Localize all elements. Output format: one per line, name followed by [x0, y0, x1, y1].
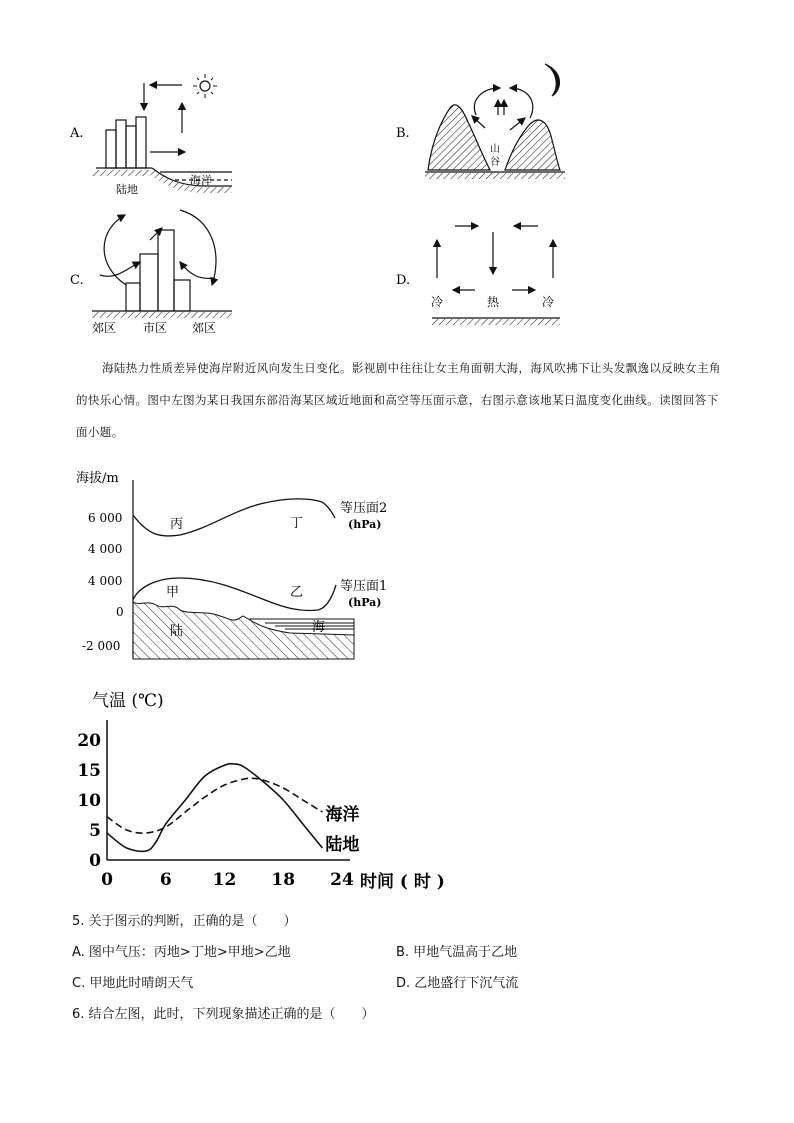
isobar-surface-2-label: 等压面2 — [340, 501, 388, 516]
temperature-chart — [77, 680, 460, 895]
chart-lines — [107, 764, 359, 855]
chart-x-tick-label: 6 — [159, 870, 172, 890]
diagram-b-valley-2: 谷 — [490, 157, 500, 168]
chart-y-tick-label: 10 — [77, 791, 101, 811]
chart-series-land — [107, 764, 322, 852]
isobar-tick-0: 0 — [116, 605, 124, 619]
chart-x-tick-label: 12 — [212, 870, 237, 890]
isobar-y-axis-label: 海拔/m — [76, 471, 119, 486]
chart-y-tick-label: 5 — [89, 821, 101, 841]
chart-x-tick-label: 18 — [271, 870, 296, 890]
option-d-letter: D. — [396, 273, 411, 288]
option-b-letter: B. — [396, 126, 410, 141]
diagram-c-suburb-right: 郊区 — [192, 321, 217, 335]
isobar-point-ding: 丁 — [290, 516, 304, 531]
isobar-tick-6000: 6 000 — [88, 511, 123, 525]
isobar-surface-1-label: 等压面1 — [340, 579, 388, 594]
intro-line-2: 飘逸以反映女主角的快乐心情。图中左图为某日我国东部沿海某区域近地面和高空等压面示意，右图示意 — [76, 361, 721, 407]
isobar-figure — [60, 460, 420, 670]
isobar-surface-2 — [133, 499, 335, 536]
q5-option-c[interactable]: C. 甲地此时晴朗天气 — [72, 976, 194, 991]
diagram-a — [92, 74, 232, 190]
diagram-c — [92, 210, 232, 315]
diagram-a-land: 陆地 — [116, 183, 138, 196]
q5-option-a[interactable]: A. 图中气压：丙地>丁地>甲地>乙地 — [72, 945, 291, 960]
chart-x-label: 时间 ( 时 ) — [360, 872, 445, 892]
chart-y-tick-label: 0 — [89, 851, 101, 871]
intro-line-3: 该地某日温度变化曲线。读图回答下面小题。 — [76, 393, 719, 439]
isobar-point-jia: 甲 — [166, 585, 180, 600]
chart-series-label: 陆地 — [325, 835, 360, 855]
chart-x-tick-label: 0 — [101, 870, 113, 890]
diagram-b-valley-1: 山 — [490, 144, 500, 155]
isobar-point-yi: 乙 — [290, 585, 304, 600]
diagram-c-city: 市区 — [143, 321, 168, 335]
intro-paragraph — [76, 352, 722, 448]
isobar-tick-4000-upper: 4 000 — [88, 542, 123, 556]
isobar-land-label: 陆 — [170, 624, 184, 639]
isobar-surface-1 — [133, 578, 336, 611]
question-5: 5. 关于图示的判断，正确的是（ ） — [72, 914, 297, 929]
q5-option-b[interactable]: B. 甲地气温高于乙地 — [396, 945, 518, 960]
chart-y-tick-label: 20 — [77, 731, 101, 751]
chart-x-tick-label: 24 — [330, 870, 354, 890]
diagram-a-sea: 海洋 — [190, 174, 212, 187]
chart-series-ocean — [107, 778, 322, 833]
diagram-d-hot: 热 — [487, 295, 500, 309]
isobar-sea-label: 海 — [312, 620, 326, 635]
isobar-tick-minus-2000: -2 000 — [82, 639, 121, 653]
isobar-surface-2-unit: (hPa) — [348, 518, 382, 531]
isobar-tick-4000-lower: 4 000 — [88, 574, 123, 588]
q5-option-d[interactable]: D. 乙地盛行下沉气流 — [396, 976, 519, 991]
diagram-d-cold-right: 冷 — [542, 295, 555, 309]
diagram-d-cold-left: 冷 — [431, 295, 444, 309]
isobar-point-bing: 丙 — [170, 517, 184, 532]
option-a-letter: A. — [70, 126, 84, 141]
chart-y-tick-label: 15 — [77, 761, 101, 781]
option-diagrams — [0, 55, 794, 345]
chart-y-label: 气温 (℃) — [92, 691, 164, 711]
intro-line-1: 海陆热力性质差异使海岸附近风向发生日变化。影视剧中往往让女主角面朝大海，海风吹拂下让头发 — [102, 361, 626, 375]
isobar-surface-1-unit: (hPa) — [348, 596, 382, 609]
diagram-c-suburb-left: 郊区 — [92, 321, 117, 335]
question-6: 6. 结合左图，此时，下列现象描述正确的是（ ） — [72, 1007, 375, 1022]
chart-series-label: 海洋 — [325, 805, 360, 825]
option-c-letter: C. — [70, 273, 84, 288]
